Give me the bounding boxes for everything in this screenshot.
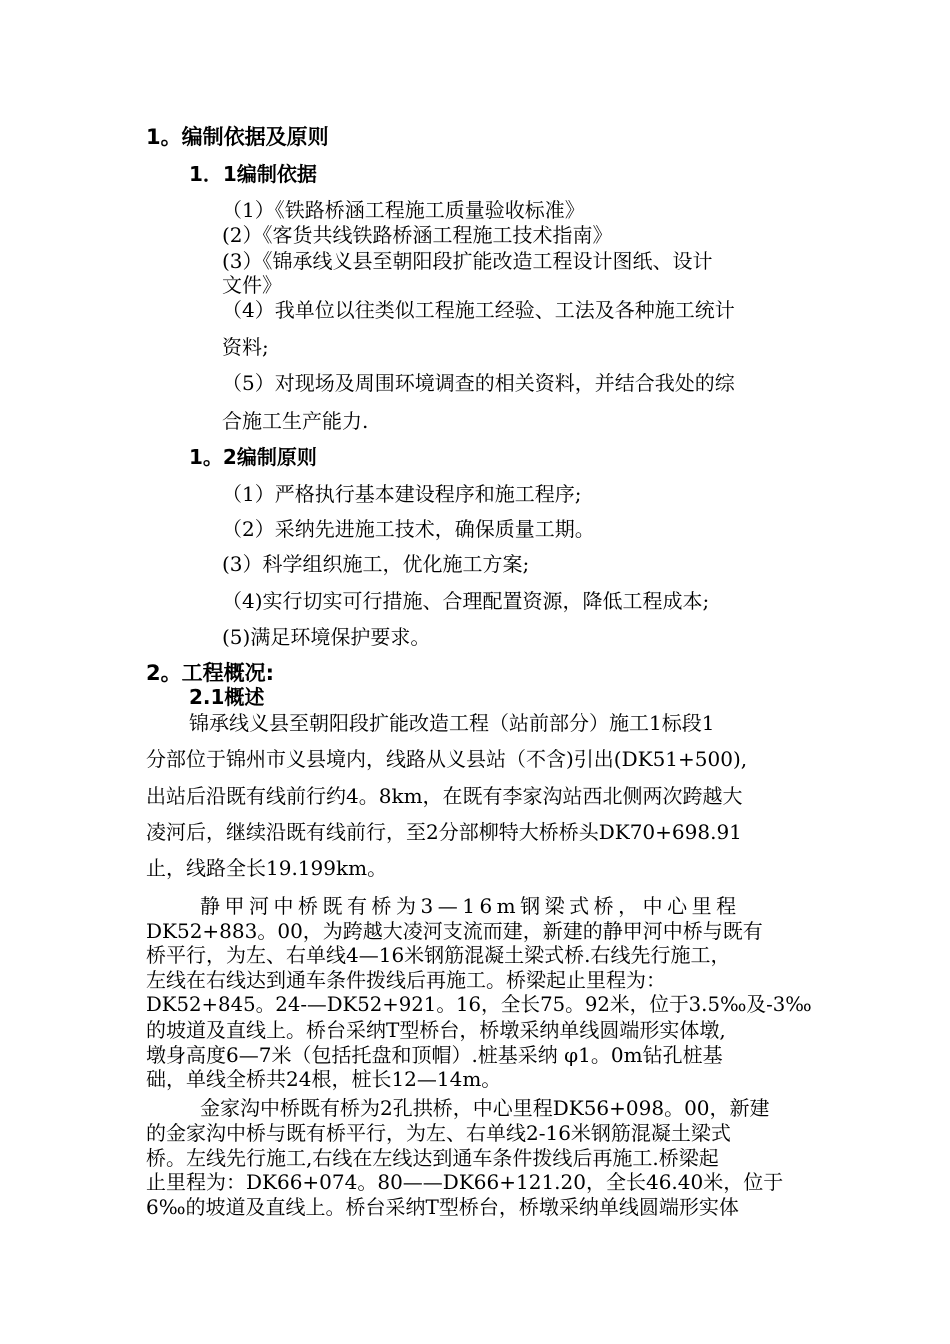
overview-para2-line3: 桥平行，为左、右单线4—16米钢筋混凝土梁式桥.右线先行施工， <box>146 943 731 967</box>
overview-para2-line6: 的坡道及直线上。桥台采纳T型桥台，桥墩采纳单线圆端形实体墩, <box>146 1018 726 1042</box>
overview-para3-line5: 6‰的坡道及直线上。桥台采纳T型桥台，桥墩采纳单线圆端形实体 <box>146 1195 739 1219</box>
basis-item-5: （5）对现场及周围环境调查的相关资料，并结合我处的综 <box>222 371 735 395</box>
overview-para2-line8: 础，单线全桥共24根，桩长12—14m。 <box>146 1067 502 1091</box>
overview-para2-line2: DK52+883。00，为跨越大凌河支流而建，新建的静甲河中桥与既有 <box>146 919 763 943</box>
section-1-1-heading: 1．1编制依据 <box>189 162 317 186</box>
basis-item-5-cont: 合施工生产能力. <box>222 409 369 433</box>
overview-para3-line1: 金家沟中桥既有桥为2孔拱桥，中心里程DK56+098。00，新建 <box>200 1096 770 1120</box>
basis-item-3-cont: 文件》 <box>222 273 282 297</box>
section-2-1-heading: 2.1概述 <box>189 685 265 709</box>
overview-para2-line1: 静甲河中桥既有桥为3—16m钢梁式桥，中心里程 <box>200 894 741 918</box>
section-2-heading: 2。工程概况: <box>146 661 275 685</box>
overview-para1-line4: 凌河后，继续沿既有线前行，至2分部柳特大桥桥头DK70+698.91 <box>146 820 742 844</box>
overview-para1-line5: 止，线路全长19.199km。 <box>146 856 388 880</box>
basis-item-2: (2）《客货共线铁路桥涵工程施工技术指南》 <box>222 223 613 247</box>
basis-item-4: （4）我单位以往类似工程施工经验、工法及各种施工统计 <box>222 298 735 322</box>
principle-item-4: （4)实行切实可行措施、合理配置资源，降低工程成本; <box>222 589 710 613</box>
overview-para2-line4: 左线在右线达到通车条件拨线后再施工。桥梁起止里程为： <box>146 968 666 992</box>
overview-para1-line1: 锦承线义县至朝阳段扩能改造工程（站前部分）施工1标段1 <box>189 711 715 735</box>
overview-para2-line7: 墩身高度6—7米（包括托盘和顶帽）.桩基采纳 φ1。0m钻孔桩基 <box>146 1043 723 1067</box>
principle-item-5: (5)满足环境保护要求。 <box>222 625 431 649</box>
overview-para3-line4: 止里程为：DK66+074。80——DK66+121.20，全长46.40米，位于 <box>146 1170 784 1194</box>
section-1-2-heading: 1。2编制原则 <box>189 445 317 469</box>
principle-item-1: （1）严格执行基本建设程序和施工程序; <box>222 482 582 506</box>
basis-item-4-cont: 资料; <box>222 335 269 359</box>
overview-para3-line3: 桥。左线先行施工,右线在左线达到通车条件拨线后再施工.桥梁起 <box>146 1146 719 1170</box>
overview-para1-line2: 分部位于锦州市义县境内，线路从义县站（不含)引出(DK51+500), <box>146 747 748 771</box>
basis-item-3: (3）《锦承线义县至朝阳段扩能改造工程设计图纸、设计 <box>222 249 713 273</box>
principle-item-3: (3）科学组织施工，优化施工方案; <box>222 552 530 576</box>
section-1-heading: 1。编制依据及原则 <box>146 125 329 149</box>
overview-para1-line3: 出站后沿既有线前行约4。8km，在既有李家沟站西北侧两次跨越大 <box>146 784 743 808</box>
principle-item-2: （2）采纳先进施工技术，确保质量工期。 <box>222 517 595 541</box>
overview-para3-line2: 的金家沟中桥与既有桥平行，为左、右单线2-16米钢筋混凝土梁式 <box>146 1121 731 1145</box>
overview-para2-line5: DK52+845。24-—DK52+921。16，全长75。92米，位于3.5‰及-3‰ <box>146 993 812 1016</box>
basis-item-1: （1）《铁路桥涵工程施工质量验收标准》 <box>222 198 585 222</box>
